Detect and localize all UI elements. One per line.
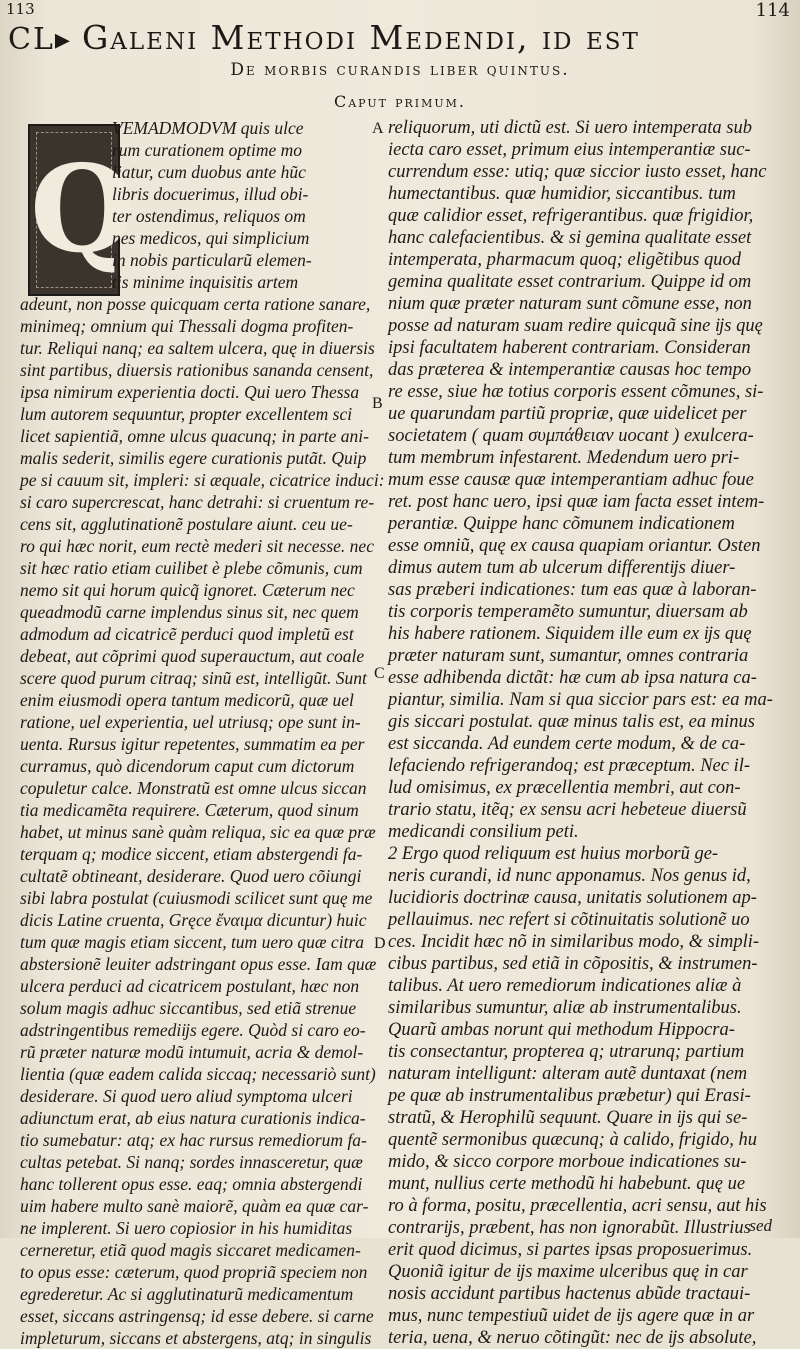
text-line: lud omisimus, ex præcellentia membri, aut con-: [388, 778, 741, 798]
margin-marker-c: C: [374, 665, 385, 682]
text-line: tum membrum infestarent. Medendum uero pri-: [388, 448, 740, 468]
text-line: talibus. At uero remediorum indicationes aliæ à: [388, 976, 742, 996]
page-number-left: 113: [6, 0, 35, 18]
text-line: admodum ad cicatricẽ perduci quod impletũ est: [20, 624, 354, 644]
text-line: stratũ, & Herophilũ sequunt. Quare in ĳs qui se-: [388, 1108, 748, 1128]
text-line: dimus autem tum ab ulcerum differentĳs diuer-: [388, 558, 736, 578]
text-line: hanc calefacientibus. & si gemina qualitate esset: [388, 228, 752, 248]
text-line: est siccanda. Ad eundem certe modum, & de ca-: [388, 734, 746, 754]
text-line: copuletur calce. Monstratũ est omne ulcus siccan: [20, 778, 367, 798]
text-line: mum esse causæ quæ intemperantiam adhuc foue: [388, 470, 754, 490]
text-line: ro à forma, positu, præcellentia, acri sensu, aut his: [388, 1196, 767, 1216]
text-line: dicis Latine cruenta, Gręce ἔναιμα dicuntur) huic: [20, 910, 367, 930]
text-line: ipsa nimirum experientia docti. Qui uero Thessa: [20, 382, 360, 402]
text-line: ne implerent. Si uero copiosior in his humiditas: [20, 1218, 353, 1238]
text-line: ro qui hæc norit, eum rectè mederi sit necesse. nec: [20, 536, 374, 556]
text-line: tia medicamẽta requirere. Cæterum, quod sinum: [20, 800, 359, 820]
text-line: posse ad naturam suam redire quicquã sine ĳs quę: [388, 316, 763, 336]
text-line: queadmodũ carne implendus sinus sit, nec quem: [20, 602, 359, 622]
margin-marker-d: D: [374, 935, 386, 952]
text-line: libris docuerimus, illud obi-: [112, 184, 309, 204]
text-line: VEMADMODVM quis ulce: [112, 118, 304, 138]
text-line: Quoniã igitur de ĳs maxime ulceribus quę in car: [388, 1262, 748, 1282]
text-line: præter naturam sunt, sumantur, omnes contraria: [388, 646, 749, 666]
text-line: sit hæc ratio etiam cuilibet è plebe cõmunis, cum: [20, 558, 363, 578]
text-line: pellauimus. nec refert si cõtinuitatis solutionẽ uo: [388, 910, 750, 930]
text-line: sas præberi indicationes: tum eas quæ à laboran-: [388, 580, 757, 600]
text-line: ter ostendimus, reliquos om: [112, 206, 306, 226]
text-line: tis corporis temperamẽto sumuntur, diuersam ab: [388, 602, 748, 622]
margin-marker-b: B: [372, 395, 383, 412]
text-line: hanc tollerent opus esse. eaq; omnia abstergendi: [20, 1174, 363, 1194]
text-line: debeat, aut cõprimi quod superauctum, aut coale: [20, 646, 365, 666]
text-line: pe quæ ab instrumentalibus præbetur) qui Erasi-: [388, 1086, 751, 1106]
text-line: tis minime inquisitis artem: [112, 272, 299, 292]
text-line: egrederetur. Ac si agglutinaturũ medicamentum: [20, 1284, 354, 1304]
text-line: pe si cauum sit, impleri: si æquale, cicatrice induci:: [20, 470, 385, 490]
text-line: adstringentibus remediĳs egere. Quòd si caro eo-: [20, 1020, 366, 1040]
text-line: currendum esse: utiq; quæ siccior iusto esset, hanc: [388, 162, 767, 182]
left-column: [20, 117, 385, 1349]
text-line: Quarũ ambas norunt qui methodum Hippocra-: [388, 1020, 735, 1040]
text-line: esse omniũ, quę ex causa quapiam oriantur. Osten: [388, 536, 761, 556]
text-line: malis sederit, similis egere curationis putãt. Quip: [20, 448, 367, 468]
text-line: ces. Incidit hæc nõ in similaribus modo, & simpli-: [388, 932, 760, 952]
text-line: cultas petebat. Si nanq; sordes innasceretur, quæ: [20, 1152, 363, 1172]
text-line: trario statu, itẽq; ex sensu acri hebeteue diuersũ: [388, 800, 747, 820]
text-line: habet, ut minus sanè quàm reliqua, sic ea quæ præ: [20, 822, 376, 842]
text-line: to opus esse: cæterum, quod propriã speciem non: [20, 1262, 368, 1282]
text-line: gemina qualitate esset contrarium. Quippe id om: [388, 272, 752, 292]
text-line: liatur, cum duobus ante hũc: [112, 162, 306, 182]
book-subtitle: De morbis curandis liber quintus.: [230, 60, 570, 80]
text-line: teria, uena, & neruo cõtingũt: nec de ĳs absolute,: [388, 1328, 757, 1348]
margin-marker-a: A: [372, 120, 384, 137]
text-line: nosis accidunt partibus hactenus abũde tractaui-: [388, 1284, 751, 1304]
text-line: nemo sit qui horum quicq̃ ignoret. Cæterum nec: [20, 580, 355, 600]
text-line: tur. Reliqui nanq; ea saltem ulcera, quę in diuersis: [20, 338, 375, 358]
text-line: esse adhibenda dictãt: hæ cum ab ipsa natura ca-: [388, 668, 757, 688]
text-line: perantiæ. Quippe hanc cõmunem indicationem: [388, 514, 735, 534]
text-line: cultatẽ obtineant, desiderare. Quod uero cõiungi: [20, 866, 362, 886]
text-line: ret. post hanc uero, ipsi quæ iam facta esset intem-: [388, 492, 765, 512]
chapter-heading: Caput primum.: [334, 92, 466, 111]
text-line: lum autorem sequuntur, propter excellentem sci: [20, 404, 353, 424]
right-column: [388, 117, 773, 1349]
text-line: das præterea & intemperantiæ causas hoc tempo: [388, 360, 752, 380]
text-line: terquam q; modice siccent, etiam abstergendi fa-: [20, 844, 363, 864]
title-text: Galeni Methodi Medendi, id est: [81, 18, 640, 57]
text-line: desiderare. Si quod uero aliud symptoma ulceri: [20, 1086, 353, 1106]
text-line: naturam intelligunt: alteram autẽ duntaxat (nem: [388, 1064, 748, 1084]
text-line: tis consectantur, propterea q; utrarunq; partium: [388, 1042, 745, 1062]
text-line: societatem ( quam συμπάθειαν uocant ) exulcera-: [388, 426, 754, 446]
text-line: tum quæ magis etiam siccent, tum uero quæ citra: [20, 932, 364, 952]
text-line: cens sit, agglutinationẽ postulare aiunt. ceu ue-: [20, 514, 353, 534]
text-line: in nobis particularũ elemen-: [112, 250, 312, 270]
text-line: intemperata, pharmacum quoq; eligẽtibus quod: [388, 250, 741, 270]
text-line: quæ calidior esset, refrigerantibus. quæ frigidior,: [388, 206, 754, 226]
catchword: sed: [749, 1216, 772, 1235]
text-line: cibus partibus, sed etiã in cõpositis, & instrumen-: [388, 954, 758, 974]
text-line: solum magis adhuc siccantibus, sed etiã strenue: [20, 998, 357, 1018]
text-line: lefaciendo refrigerandoq; est præceptum. Nec il-: [388, 756, 751, 776]
text-line: licet sapientiã, omne ulcus quacunq; in parte ani-: [20, 426, 369, 446]
text-line: similaribus sumuntur, aliæ ab instrumentalibus.: [388, 998, 742, 1018]
text-line: mus, nunc tempestiuũ uidet de ĳs agere quæ in ar: [388, 1306, 755, 1326]
title-prefix: CL▸: [8, 22, 72, 57]
text-line: ulcera perduci ad cicatricem postulant, hæc non: [20, 976, 360, 996]
text-line: curramus, quò dicendorum caput cum dictorum: [20, 756, 355, 776]
text-line: contrarĳs, præbent, has non ignorabũt. Illustrius: [388, 1218, 751, 1238]
text-line: rũ præter naturæ modũ intumuit, acria & demol-: [20, 1042, 364, 1062]
text-line: 2 Ergo quod reliquum est huius morborũ ge-: [388, 844, 719, 864]
text-line: lientia (quæ eadem calida siccaq; necessariò sunt): [20, 1064, 376, 1084]
text-line: erit quod dicimus, si partes ipsas proposuerimus.: [388, 1240, 753, 1260]
text-line: adiunctum erat, ab eius natura curationis indica-: [20, 1108, 366, 1128]
text-line: humectantibus. quæ humidior, siccantibus. tum: [388, 184, 736, 204]
text-line: reliquorum, uti dictũ est. Si uero intemperata sub: [388, 118, 752, 138]
running-title: [8, 18, 792, 57]
text-line: cerneretur, etiã quod magis siccaret medicamen-: [20, 1240, 361, 1260]
text-line: abstersionẽ leuiter adstringant opus esse. Iam quæ: [20, 954, 377, 974]
text-line: mido, & sicco corpore morboue indicationes su-: [388, 1152, 747, 1172]
text-line: iecta caro esset, primum eius intemperantiæ suc-: [388, 140, 751, 160]
text-line: re esse, siue hæ totius corporis essent cõmunes, si-: [388, 382, 764, 402]
initial-letter: Q: [30, 139, 135, 280]
text-line: rum curationem optime mo: [112, 140, 303, 160]
text-line: uenta. Rursus igitur repetentes, summatim ea per: [20, 734, 365, 754]
text-line: ratione, uel experientia, uel utriusq; ope sunt in-: [20, 712, 361, 732]
text-line: munt, nullius certe methodũ hi habebunt. quę ue: [388, 1174, 746, 1194]
page-number-right: 114: [755, 0, 790, 21]
text-line: uim habere multo sanè maiorẽ, quàm ea quæ car-: [20, 1196, 369, 1216]
text-line: gis siccari postulat. quæ minus talis est, ea minus: [388, 712, 755, 732]
text-line: adeunt, non posse quicquam certa ratione sanare,: [20, 294, 371, 314]
text-line: scere quod purum citraq; sinũ est, intelligũt. Sunt: [20, 668, 367, 688]
text-line: minimeq; omnium qui Thessali dogma profiten-: [20, 316, 354, 336]
text-line: sint partibus, diuersis rationibus sananda censent,: [20, 360, 374, 380]
text-line: sibi labra postulat (cuiusmodi scilicet sunt quę me: [20, 888, 373, 908]
text-line: nium quæ præter naturam sunt cõmune esse, non: [388, 294, 752, 314]
text-line: medicandi consilium peti.: [388, 822, 579, 842]
text-line: nes medicos, qui simplicium: [112, 228, 310, 248]
text-line: neris curandi, id nunc apponamus. Nos genus id,: [388, 866, 751, 886]
text-line: esset, siccans astringensq; id esse debere. si carne: [20, 1306, 374, 1326]
text-line: quentẽ sermonibus quæcunq; à calido, frigido, hu: [388, 1130, 757, 1150]
text-line: ue quarundam partiũ propriæ, quæ uidelicet per: [388, 404, 747, 424]
text-line: si caro supercrescat, hanc detrahi: si cruentum re-: [20, 492, 375, 512]
text-line: tio sumebatur: atq; ex hac rursus remediorum fa-: [20, 1130, 367, 1150]
text-line: piantur, similia. Nam si qua siccior pars est: ea ma-: [388, 690, 773, 710]
text-line: his habere rationem. Siquidem ille eum ex ĳs quę: [388, 624, 752, 644]
text-line: lucidioris doctrinæ causa, unitatis solutionem ap-: [388, 888, 757, 908]
text-line: impleturum, siccans et abstergens, atq; in singulis: [20, 1328, 372, 1348]
text-line: ipsi facultatem haberent contrariam. Consideran: [388, 338, 751, 358]
text-line: enim eiusmodi opera tantum medicorũ, quæ uel: [20, 690, 354, 710]
